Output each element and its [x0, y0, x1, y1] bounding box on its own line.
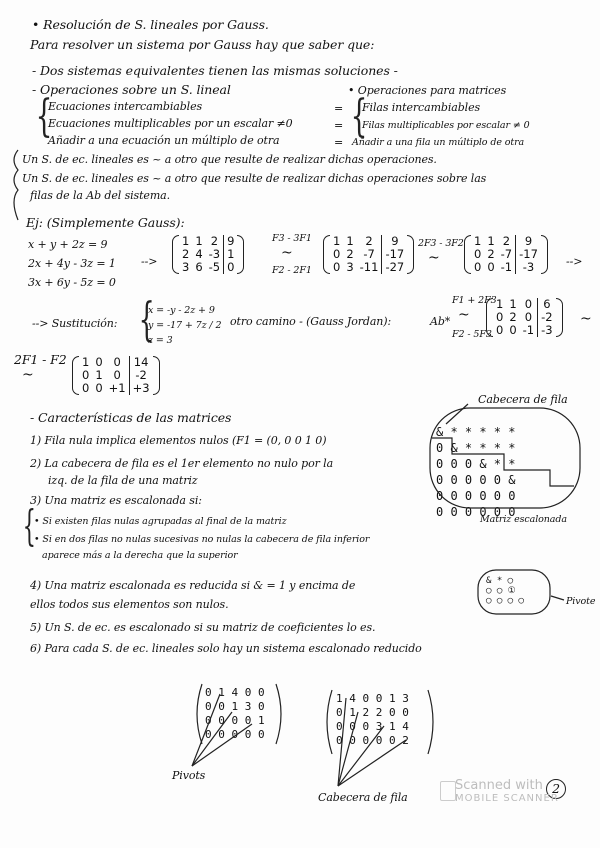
matrix-cell: -3 [538, 324, 556, 337]
matrix-cell: 2 [365, 234, 373, 248]
matrix-cell: 1 [487, 234, 495, 248]
equal-mark-1: = [334, 102, 344, 115]
op-3a: F1 + 2F3 [452, 295, 497, 306]
op-1b: F2 - 2F1 [272, 265, 312, 276]
matrix-cell: 0 [82, 381, 90, 395]
subst-2: y = -17 + 7z / 2 [148, 320, 222, 331]
ops-right-item-2: Filas multiplicables por escalar ≠ 0 [362, 120, 530, 131]
matrix-cell: 0 [474, 247, 482, 261]
ops-left-brace: { [35, 91, 53, 142]
characteristic-2a: 2) La cabecera de fila es el 1er elemento no nulo por la [30, 457, 334, 470]
matrix-cell: 1 [195, 234, 203, 248]
characteristic-3b: • Si en dos filas no nulas sucesivas no nulas la cabecera de fila inferior [34, 534, 370, 545]
matrix-cell: 1 [496, 297, 504, 311]
matrix-cell: -17 [382, 248, 407, 261]
note-2a: Un S. de ec. lineales es ~ a otro que resulte de realizar dichas operaciones sobre las [22, 172, 487, 185]
matrix-cell: 9 [382, 235, 407, 248]
substitution-label: --> Sustitución: [32, 317, 118, 330]
matrix-cell: -27 [382, 261, 407, 274]
arrow-1: --> [141, 255, 158, 268]
matrix-cell: 6 [195, 260, 203, 274]
characteristic-1: 1) Fila nula implica elementos nulos (F1 = (0, 0 0 1 0) [30, 434, 327, 447]
matrix-cell: 1 [474, 234, 482, 248]
matrix-cell: 2 [509, 310, 517, 324]
equal-mark-3: = [334, 136, 344, 149]
matrix-cell: -1 [522, 323, 535, 337]
matrix-cell: 0 [113, 368, 121, 382]
pivote-mini-matrix: & * ◯ ◯ ◯ ① ◯ ◯ ◯ ◯ [486, 576, 524, 606]
matrix-cell: -5 [208, 260, 221, 274]
matrix-cell: 0 [474, 260, 482, 274]
matrix-cell: 0 [524, 297, 533, 311]
characteristic-3c: aparece más a la derecha que la superior [42, 550, 238, 561]
matrix-cell: 1 [509, 297, 517, 311]
ops-right-brace: { [350, 91, 368, 142]
matrix-cell: 0 [224, 261, 238, 274]
matrix-cell: 2 [346, 247, 354, 261]
page-number: 2 [546, 779, 566, 799]
equal-mark-2: = [334, 119, 344, 132]
op-3b: F2 - 5F3 [452, 329, 492, 340]
ops-left-head: - Operaciones sobre un S. lineal [32, 82, 231, 97]
ops-right-head: • Operaciones para matrices [348, 84, 507, 97]
matrix-cell: 2 [502, 234, 511, 248]
tilde-4: ~ [580, 311, 592, 327]
matrix-cell: 0 [509, 323, 517, 337]
matrix-cell: -3 [516, 261, 541, 274]
pivot-pointer-3 [192, 724, 252, 766]
subst-brace: { [138, 292, 155, 346]
characteristic-5: 5) Un S. de ec. es escalonado si su matriz de coeficientes lo es. [30, 621, 376, 634]
label-pivote: Pivote [566, 596, 596, 607]
label-cabecera-top: Cabecera de fila [478, 393, 568, 406]
pivot-pointer-2 [192, 712, 232, 766]
pivots-left-matrix: 0 1 4 0 0 0 0 1 3 0 0 0 0 0 1 0 0 0 0 0 [205, 686, 265, 741]
note-1: Un S. de ec. lineales es ~ a otro que resulte de realizar dichas operaciones. [22, 153, 437, 166]
equivalence-note: - Dos sistemas equivalentes tienen las mismas soluciones - [32, 63, 398, 78]
label-cabecera-bottom: Cabecera de fila [318, 791, 408, 804]
matrix-cell: 0 [95, 381, 103, 395]
matrix-cell: -17 [516, 248, 541, 261]
matrix-cell: 2 [487, 247, 495, 261]
matrix-cell: 0 [82, 368, 90, 382]
pivote-pointer [551, 596, 564, 600]
matrix-cell: 0 [113, 355, 121, 369]
label-matriz-escalonada: Matriz escalonada [480, 514, 567, 525]
characteristic-4b: ellos todos sus elementos son nulos. [30, 598, 229, 611]
characteristic-4a: 4) Una matriz escalonada es reducida si & = 1 y encima de [30, 579, 356, 592]
tilde-5: ~ [22, 367, 34, 383]
matrix-cell: 2 [210, 234, 219, 248]
matrix-cell: 4 [195, 247, 203, 261]
characteristic-3a: • Si existen filas nulas agrupadas al final de la matriz [34, 516, 287, 527]
matrix-cell: -7 [363, 247, 375, 261]
pivots-right-matrix: 1 4 0 0 1 3 0 1 2 2 0 0 0 0 0 3 1 4 0 0 0 0 0 2 [336, 692, 409, 747]
characteristic-6: 6) Para cada S. de ec. lineales solo hay un sistema escalonado reducido [30, 642, 422, 655]
characteristics-title: - Características de las matrices [30, 410, 232, 425]
subst-3: z = 3 [148, 335, 173, 346]
matrix-cell: 1 [333, 234, 341, 248]
staircase-line [432, 438, 574, 486]
matrix-cell: +3 [129, 382, 152, 395]
ops-left-item-2: Ecuaciones multiplicables por un escalar ≠0 [48, 117, 293, 130]
pivote-outline [478, 570, 550, 614]
matrix-cell: 1 [95, 368, 103, 382]
tilde-3: ~ [458, 307, 470, 323]
staircase-matrix: & * * * * * 0 & * * * * 0 0 0 & * * 0 0 0 0 0 & 0 0 0 0 0 0 0 0 0 0 0 0 [436, 425, 516, 519]
arrow-2: --> [566, 255, 583, 268]
label-pivots: Pivots [172, 769, 206, 782]
note-2b: filas de la Ab del sistema. [30, 189, 170, 202]
matrix-cell: -1 [500, 260, 513, 274]
matrix-cell: 1 [346, 234, 354, 248]
matrix-cell: 0 [524, 310, 533, 324]
matrix-cell: 2 [182, 247, 190, 261]
matrix-cell: +1 [108, 381, 126, 395]
matrix-cell: 0 [333, 247, 341, 261]
ops-left-item-1: Ecuaciones intercambiables [48, 100, 203, 113]
ops-right-item-3: Añadir a una fila un múltiplo de otra [352, 137, 525, 148]
intro-line: Para resolver un sistema por Gauss hay que saber que: [30, 37, 375, 52]
ab-star: Ab* [430, 315, 451, 328]
notes-bracket [14, 150, 18, 220]
op-1a: F3 - 3F1 [272, 233, 312, 244]
tilde-2: ~ [428, 250, 440, 266]
watermark-line-1: Scanned with [455, 778, 543, 793]
example-label: Ej: (Simplemente Gauss): [26, 215, 185, 230]
other-way: otro camino - (Gauss Jordan): [230, 315, 392, 328]
system-eq-1: x + y + 2z = 9 [28, 238, 108, 251]
matrix-cell: 0 [496, 310, 504, 324]
tilde-1: ~ [281, 245, 293, 261]
system-eq-2: 2x + 4y - 3z = 1 [28, 257, 116, 270]
matrix-cell: 9 [224, 235, 238, 248]
system-eq-3: 3x + 6y - 5z = 0 [28, 276, 116, 289]
matrix-cell: 14 [129, 356, 152, 369]
matrix-cell: -2 [129, 369, 152, 382]
staircase-outline [430, 408, 580, 508]
matrix-cell: 3 [182, 260, 190, 274]
op-2: 2F3 - 3F2 [418, 238, 464, 249]
characteristic-2b: izq. de la fila de una matriz [48, 474, 198, 487]
page-title: • Resolución de S. lineales por Gauss. [32, 17, 269, 32]
matrix-cell: 0 [95, 355, 103, 369]
ops-left-item-3: Añadir a una ecuación un múltiplo de otra [48, 134, 280, 147]
matrix-cell: 3 [346, 260, 354, 274]
matrix-cell: 0 [333, 260, 341, 274]
matrix-cell: 6 [538, 298, 556, 311]
cabecera-pointer-3 [338, 726, 384, 786]
matrix-cell: -2 [538, 311, 556, 324]
op-4: 2F1 - F2 [14, 352, 67, 367]
pivot-pointer-1 [192, 694, 220, 766]
ops-right-item-1: Filas intercambiables [362, 101, 481, 114]
matrix-cell: 1 [182, 234, 190, 248]
matrix-cell: -11 [359, 260, 379, 274]
matrix-cell: 0 [487, 260, 495, 274]
characteristic-3: 3) Una matriz es escalonada si: [30, 494, 202, 507]
matrix-cell: -7 [500, 247, 513, 261]
matrix-cell: 1 [224, 248, 238, 261]
c3-brace: { [22, 501, 37, 550]
matrix-cell: 9 [516, 235, 541, 248]
matrix-cell: -3 [208, 247, 221, 261]
matrix-cell: 1 [82, 355, 90, 369]
subst-1: x = -y - 2z + 9 [148, 305, 215, 316]
matrix-cell: 0 [496, 323, 504, 337]
watermark-line-2: MOBILE SCANNER [455, 793, 559, 804]
